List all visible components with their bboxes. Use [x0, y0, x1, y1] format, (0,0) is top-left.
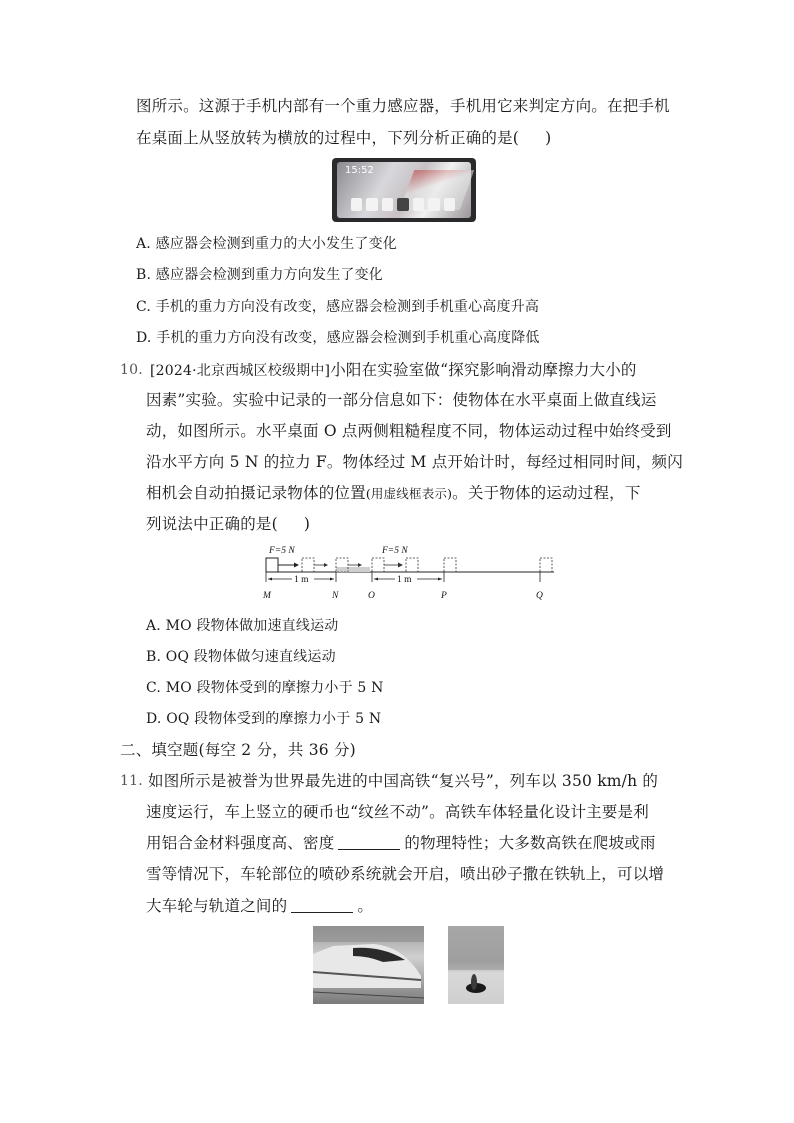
q11-line3	[146, 833, 656, 853]
app-icon	[444, 198, 455, 211]
q10-line5	[146, 483, 641, 504]
q10-line6	[146, 514, 310, 534]
app-icon	[397, 198, 408, 211]
q10-line3: 动，如图所示。水平桌面 O 点两侧粗糙程度不同，物体运动过程中始终受到	[146, 422, 672, 440]
point-label-p: P	[441, 591, 447, 601]
app-icon	[413, 198, 424, 211]
point-label-o: O	[368, 591, 375, 601]
q11-line5	[146, 896, 373, 916]
dimension-label-1: 1 m	[294, 575, 309, 585]
q10-option-d: D. OQ 段物体受到的摩擦力小于 5 N	[146, 711, 382, 727]
app-icon	[382, 198, 393, 211]
dashed-box-3	[372, 558, 384, 572]
friction-answer-blank	[291, 898, 353, 913]
q9-stem-text: 在桌面上从竖放转为横放的过程中，下列分析正确的是(	[136, 129, 520, 147]
q9-close-paren: )	[545, 129, 552, 147]
phone-clock: 15:52	[345, 165, 374, 176]
train-illustration	[313, 926, 424, 1004]
q10-line1-text: 小阳在实验室做“探究影响滑动摩擦力大小的	[330, 361, 637, 379]
q11-line3-pre: 用铝合金材料强度高、密度	[146, 834, 335, 852]
q9-option-b: B. 感应器会检测到重力方向发生了变化	[136, 267, 383, 283]
phone-photo	[332, 158, 476, 222]
q10-source: [2024·北京西城区校级期中]	[150, 363, 331, 379]
q11-number: 11.	[120, 773, 143, 789]
dim-arrow-left-1	[268, 578, 272, 581]
dimension-label-2: 1 m	[397, 575, 412, 585]
q10-line6-post: )	[303, 515, 311, 533]
arrow-head-3	[358, 563, 362, 567]
q9-option-a: A. 感应器会检测到重力的大小发生了变化	[136, 236, 398, 252]
point-label-n: N	[332, 591, 339, 601]
q11-line4: 雪等情况下，车轮部位的喷砂系统就会开启，喷出砂子撒在铁轨上，可以增	[146, 865, 665, 883]
q10-number: 10.	[120, 362, 143, 378]
density-answer-blank	[338, 835, 400, 850]
point-label-q: Q	[536, 591, 543, 601]
dim-arrow-left-2	[374, 578, 378, 581]
phone-screen	[337, 162, 471, 218]
dashed-box-1	[302, 558, 314, 572]
friction-diagram	[258, 542, 568, 604]
q10-option-b: B. OQ 段物体做匀速直线运动	[146, 649, 336, 665]
arrow-head-2	[324, 563, 328, 567]
upright-coin	[471, 974, 477, 990]
app-icon	[351, 198, 362, 211]
q10-line5-pre: 相机会自动拍摄记录物体的位置	[146, 484, 366, 502]
q10-line1	[150, 360, 637, 381]
force-label-2: F=5 N	[382, 546, 408, 556]
force-arrow-head-1	[294, 563, 299, 568]
q10-line4: 沿水平方向 5 N 的拉力 F。物体经过 M 点开始计时，每经过相同时间，频闪	[146, 453, 683, 471]
motion-blur	[313, 926, 424, 942]
train-photo	[313, 926, 424, 1004]
dashed-box-6	[540, 558, 552, 572]
section-title: 二、填空题(每空 2 分，共 36 分)	[120, 741, 356, 759]
q11-line1: 如图所示是被誉为世界最先进的中国高铁“复兴号”，列车以 350 km/h 的	[148, 772, 659, 790]
dashed-box-5	[444, 558, 456, 572]
rough-surface	[336, 567, 370, 572]
dashed-box-4	[406, 558, 418, 572]
q11-line5-pre: 大车轮与轨道之间的	[146, 897, 288, 915]
app-icon	[366, 198, 377, 211]
force-arrow-head-2	[398, 563, 403, 568]
dim-arrow-right-2	[438, 578, 442, 581]
q10-line6-pre: 列说法中正确的是(	[146, 515, 278, 533]
phone-dock	[351, 198, 455, 212]
q10-line5-post: 。关于物体的运动过程，下	[452, 484, 641, 502]
block-at-m	[266, 558, 278, 572]
q10-option-c: C. MO 段物体受到的摩擦力小于 5 N	[146, 680, 384, 696]
q9-option-d: D. 手机的重力方向没有改变，感应器会检测到手机重心高度降低	[136, 330, 540, 346]
q10-line5-small: (用虚线框表示)	[365, 486, 453, 501]
q9-option-c: C. 手机的重力方向没有改变，感应器会检测到手机重心高度升高	[136, 299, 540, 315]
coin-illustration	[448, 926, 504, 1004]
q11-line5-post: 。	[357, 897, 374, 915]
force-label-1: F=5 N	[269, 546, 295, 556]
q11-line3-post: 的物理特性；大多数高铁在爬坡或雨	[404, 834, 656, 852]
q10-option-a: A. MO 段物体做加速直线运动	[146, 618, 339, 634]
dim-arrow-right-1	[330, 578, 334, 581]
q9-stem-line2	[136, 128, 551, 148]
app-icon	[428, 198, 439, 211]
point-label-m: M	[263, 591, 271, 601]
rail-line	[313, 992, 424, 998]
q9-stem-line1: 图所示。这源于手机内部有一个重力感应器，手机用它来判定方向。在把手机	[136, 97, 670, 115]
coin-photo	[448, 926, 504, 1004]
q10-line2: 因素”实验。实验中记录的一部分信息如下：使物体在水平桌面上做直线运	[146, 391, 657, 409]
q11-line2: 速度运行，车上竖立的硬币也“纹丝不动”。高铁车体轻量化设计主要是利	[146, 803, 649, 821]
window-view	[448, 926, 504, 970]
